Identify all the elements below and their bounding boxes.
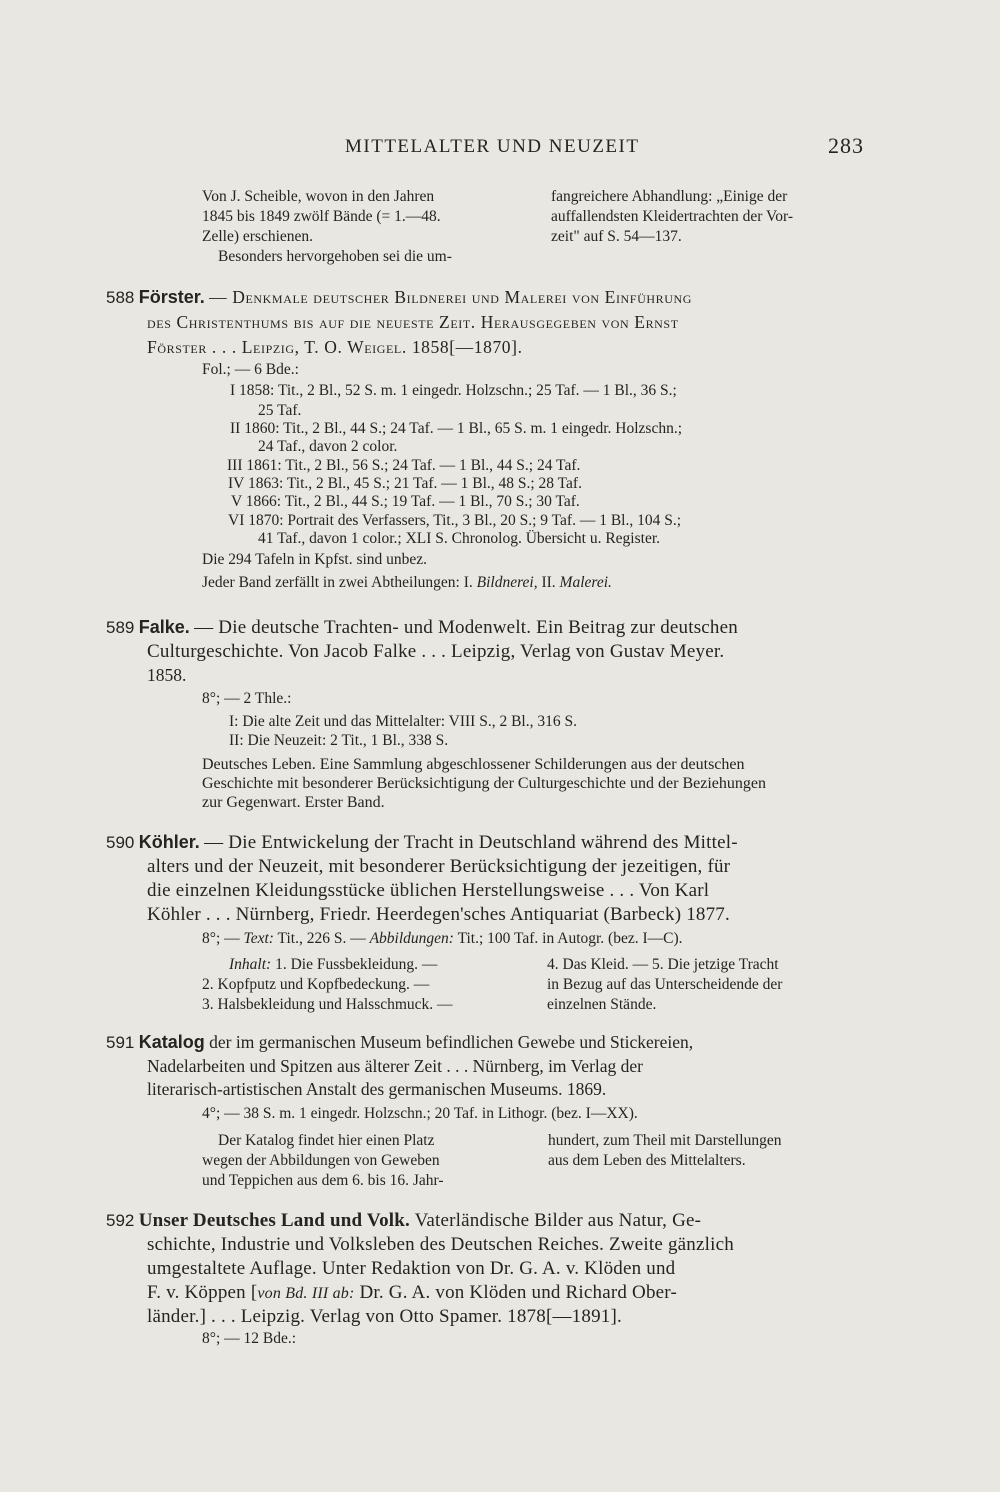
entry-note: zur Gegenwart. Erster Band. xyxy=(202,794,385,811)
detail-line: V 1866: Tit., 2 Bl., 44 S.; 19 Taf. — 1 Bl., 70 S.; 30 Taf. xyxy=(231,493,580,510)
text-line: in Bezug auf das Unterscheidende der xyxy=(547,976,783,993)
entry-line: länder.] . . . Leipzig. Verlag von Otto Spamer. 1878[—1891]. xyxy=(147,1306,622,1327)
entry-author: Katalog xyxy=(138,1032,205,1052)
entry-author: Köhler. xyxy=(138,832,200,852)
entry-author: Förster. xyxy=(138,287,205,307)
intro-left-column xyxy=(202,187,452,267)
entry-number: 590 xyxy=(106,833,135,852)
detail-line: 41 Taf., davon 1 color.; XLI S. Chronolog. Übersicht u. Register. xyxy=(258,530,661,547)
page-number: 283 xyxy=(828,133,864,158)
entry-line: 1858. xyxy=(147,665,187,685)
entry-note: Deutsches Leben. Eine Sammlung abgeschlossener Schilderungen aus der deutschen xyxy=(202,756,745,773)
note-italic: Bildnerei, xyxy=(476,574,538,591)
entry-number: 589 xyxy=(106,618,135,637)
running-header: MITTELALTER UND NEUZEIT xyxy=(345,136,640,157)
entry-note xyxy=(202,574,612,592)
detail-line: 25 Taf. xyxy=(258,402,302,419)
entry-line xyxy=(106,617,738,639)
text-line: Besonders hervorgehoben sei die um- xyxy=(218,248,452,265)
detail-line: 24 Taf., davon 2 color. xyxy=(258,438,398,455)
detail-line: III 1861: Tit., 2 Bl., 56 S.; 24 Taf. — 1 Bl., 44 S.; 24 Taf. xyxy=(227,457,581,474)
entry-title: — Die Entwickelung der Tracht in Deutschland während des Mittel- xyxy=(204,832,738,853)
entry-line: alters und der Neuzeit, mit besonderer Berücksichtigung der jezeitigen, für xyxy=(147,856,731,877)
text-line: auffallendsten Kleidertrachten der Vor- xyxy=(551,208,793,225)
entry-line: literarisch-artistischen Anstalt des germanischen Museums. 1869. xyxy=(147,1079,607,1099)
detail-line: I: Die alte Zeit und das Mittelalter: VIII S., 2 Bl., 316 S. xyxy=(229,713,577,730)
entry-title: der im germanischen Museum befindlichen Gewebe und Stickereien, xyxy=(209,1032,694,1052)
entry-line: Nadelarbeiten und Spitzen aus älterer Zeit . . . Nürnberg, im Verlag der xyxy=(147,1056,643,1076)
detail-text: 8°; — xyxy=(202,930,244,947)
text-line: Der Katalog findet hier einen Platz xyxy=(218,1132,435,1149)
inhalt-left-column xyxy=(202,955,453,1015)
text-line: fangreichere Abhandlung: „Einige der xyxy=(551,188,788,205)
text-line: 1845 bis 1849 zwölf Bände (= 1.—48. xyxy=(202,208,441,225)
entry-line: die einzelnen Kleidungsstücke üblichen Herstellungsweise . . . Von Karl xyxy=(147,880,710,901)
entry-line xyxy=(147,1282,677,1304)
detail-line: 8°; — 12 Bde.: xyxy=(202,1330,297,1347)
text-line: und Teppichen aus dem 6. bis 16. Jahr- xyxy=(202,1172,444,1189)
text: 1. Die Fussbekleidung. — xyxy=(275,956,438,973)
entry-title: Vaterländische Bilder aus Natur, Ge- xyxy=(409,1210,702,1231)
detail-line: II: Die Neuzeit: 2 Tit., 1 Bl., 338 S. xyxy=(229,732,449,749)
entry-line: Förster . . . Leipzig, T. O. Weigel. 1858[—1870]. xyxy=(147,337,523,357)
detail-line: 4°; — 38 S. m. 1 eingedr. Holzschn.; 20 Taf. in Lithogr. (bez. I—XX). xyxy=(202,1105,638,1122)
note-right-column xyxy=(548,1131,781,1171)
note-left-column xyxy=(202,1131,444,1191)
text-italic: von Bd. III ab: xyxy=(257,1285,355,1302)
entry-line xyxy=(106,1032,693,1053)
note-text: II. xyxy=(537,574,560,591)
entry-line: umgestaltete Auflage. Unter Redaktion von Dr. G. A. v. Klöden und xyxy=(147,1258,676,1279)
entry-note: Geschichte mit besonderer Berücksichtigung der Culturgeschichte und der Beziehungen xyxy=(202,775,766,792)
detail-text: Tit., 226 S. — xyxy=(273,930,370,947)
text-line: 3. Halsbekleidung und Halsschmuck. — xyxy=(202,996,453,1013)
text-line: hundert, zum Theil mit Darstellungen xyxy=(548,1132,782,1149)
detail-line: Die 294 Tafeln in Kpfst. sind unbez. xyxy=(202,551,428,568)
text-line: aus dem Leben des Mittelalters. xyxy=(548,1152,746,1169)
entry-line xyxy=(106,287,692,308)
detail-line: 8°; — 2 Thle.: xyxy=(202,690,292,707)
entry-title: — Die deutsche Trachten- und Modenwelt. Ein Beitrag zur deutschen xyxy=(194,617,738,638)
entry-line xyxy=(106,1210,701,1232)
inhalt-label: Inhalt: xyxy=(229,956,272,973)
text-line: Zelle) erschienen. xyxy=(202,228,314,245)
entry-number: 591 xyxy=(106,1033,135,1052)
intro-right-column xyxy=(551,187,793,247)
entry-line: Culturgeschichte. Von Jacob Falke . . . Leipzig, Verlag von Gustav Meyer. xyxy=(147,641,725,662)
inhalt-right-column xyxy=(547,955,782,1015)
text-line: einzelnen Stände. xyxy=(547,996,657,1013)
text: Dr. G. A. von Klöden und Richard Ober- xyxy=(354,1282,677,1303)
text-line: wegen der Abbildungen von Geweben xyxy=(202,1152,440,1169)
entry-line: des Christenthums bis auf die neueste Zeit. Herausgegeben von Ernst xyxy=(147,312,679,332)
detail-line: I 1858: Tit., 2 Bl., 52 S. m. 1 eingedr. Holzschn.; 25 Taf. — 1 Bl., 36 S.; xyxy=(230,382,677,399)
detail-line: Fol.; — 6 Bde.: xyxy=(202,361,299,378)
text: F. v. Köppen [ xyxy=(147,1282,258,1303)
note-italic: Malerei. xyxy=(559,574,612,591)
entry-number: 588 xyxy=(106,288,135,307)
text-line: zeit" auf S. 54—137. xyxy=(551,228,682,245)
detail-italic: Text: xyxy=(243,930,274,947)
entry-line: schichte, Industrie und Volksleben des Deutschen Reiches. Zweite gänzlich xyxy=(147,1234,734,1255)
entry-line: Köhler . . . Nürnberg, Friedr. Heerdegen'sches Antiquariat (Barbeck) 1877. xyxy=(147,904,730,925)
detail-italic: Abbildungen: xyxy=(369,930,454,947)
text-line xyxy=(202,955,453,975)
entry-number: 592 xyxy=(106,1211,135,1230)
note-text: Jeder Band zerfällt in zwei Abtheilungen: I. xyxy=(202,574,477,591)
entry-title: — Denkmale deutscher Bildnerei und Malerei von Einführung xyxy=(209,287,693,307)
text-line: Von J. Scheible, wovon in den Jahren xyxy=(202,188,435,205)
entry-line xyxy=(106,832,738,854)
entry-author: Unser Deutsches Land und Volk. xyxy=(138,1210,410,1231)
text-line: 2. Kopfputz und Kopfbedeckung. — xyxy=(202,976,430,993)
detail-line: IV 1863: Tit., 2 Bl., 45 S.; 21 Taf. — 1 Bl., 48 S.; 28 Taf. xyxy=(228,475,582,492)
text-line: 4. Das Kleid. — 5. Die jetzige Tracht xyxy=(547,956,779,973)
detail-line: II 1860: Tit., 2 Bl., 44 S.; 24 Taf. — 1 Bl., 65 S. m. 1 eingedr. Holzschn.; xyxy=(230,420,683,437)
detail-line: VI 1870: Portrait des Verfassers, Tit., 3 Bl., 20 S.; 9 Taf. — 1 Bl., 104 S.; xyxy=(228,512,682,529)
entry-author: Falke. xyxy=(138,617,190,637)
detail-line xyxy=(202,930,683,948)
detail-text: Tit.; 100 Taf. in Autogr. (bez. I—C). xyxy=(453,930,683,947)
